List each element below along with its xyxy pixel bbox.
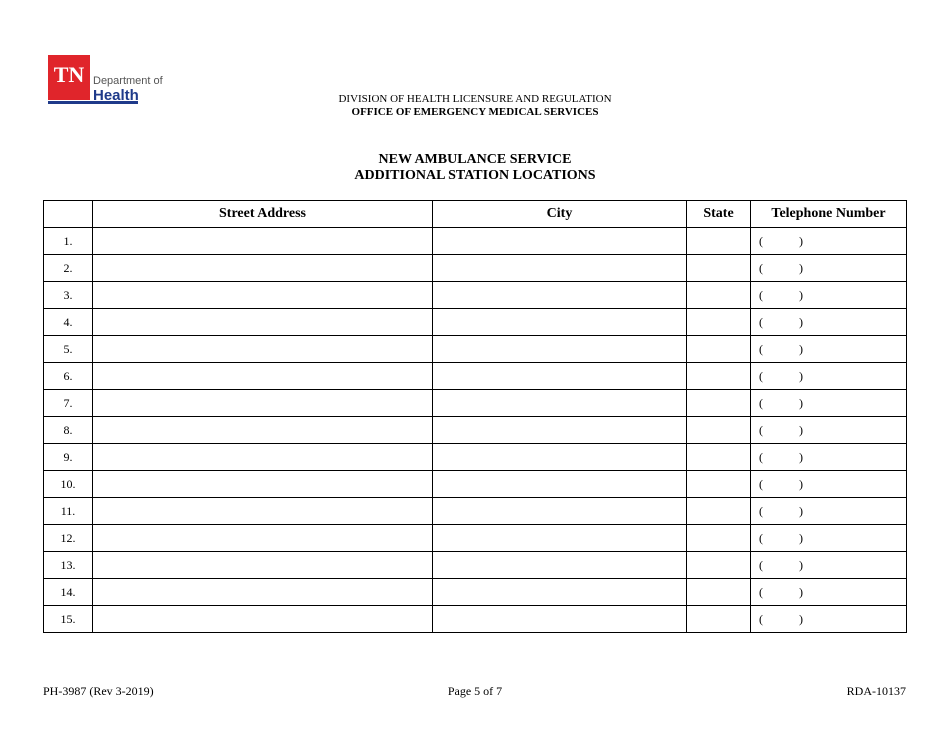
row-number: 6. [44,363,93,390]
office-name: OFFICE OF EMERGENCY MEDICAL SERVICES [351,106,599,118]
street-address-cell[interactable] [93,498,433,525]
city-cell[interactable] [433,363,687,390]
city-cell[interactable] [433,336,687,363]
area-code-close-paren: ) [799,476,803,491]
logo-department-text: Department of [93,75,163,87]
col-header-state: State [687,201,751,228]
table-row [44,228,907,255]
area-code-open-paren: ( [759,341,763,356]
telephone-cell[interactable] [751,606,907,633]
street-address-cell[interactable] [93,444,433,471]
area-code-open-paren: ( [759,368,763,383]
area-code-open-paren: ( [759,503,763,518]
table-row [44,309,907,336]
col-header-street-address: Street Address [93,201,433,228]
state-cell[interactable] [687,228,751,255]
row-number: 2. [44,255,93,282]
table-row [44,363,907,390]
table-row [44,606,907,633]
state-cell[interactable] [687,363,751,390]
row-number: 13. [44,552,93,579]
city-cell[interactable] [433,309,687,336]
city-cell[interactable] [433,525,687,552]
area-code-open-paren: ( [759,584,763,599]
state-cell[interactable] [687,255,751,282]
area-code-open-paren: ( [759,476,763,491]
table-row [44,525,907,552]
state-cell[interactable] [687,444,751,471]
col-header-number [44,201,93,228]
city-cell[interactable] [433,498,687,525]
area-code-open-paren: ( [759,557,763,572]
street-address-cell[interactable] [93,309,433,336]
telephone-cell[interactable] [751,309,907,336]
area-code-open-paren: ( [759,287,763,302]
area-code-close-paren: ) [799,260,803,275]
table-header-row [44,201,907,228]
area-code-close-paren: ) [799,503,803,518]
street-address-cell[interactable] [93,579,433,606]
telephone-cell[interactable] [751,579,907,606]
city-cell[interactable] [433,552,687,579]
area-code-close-paren: ) [799,557,803,572]
telephone-cell[interactable] [751,282,907,309]
street-address-cell[interactable] [93,363,433,390]
row-number: 7. [44,390,93,417]
row-number: 4. [44,309,93,336]
telephone-cell[interactable] [751,228,907,255]
col-header-telephone: Telephone Number [751,201,907,228]
table-row [44,390,907,417]
telephone-cell[interactable] [751,444,907,471]
city-cell[interactable] [433,417,687,444]
table-row [44,471,907,498]
table-row [44,282,907,309]
state-cell[interactable] [687,606,751,633]
area-code-close-paren: ) [799,422,803,437]
area-code-close-paren: ) [799,314,803,329]
street-address-cell[interactable] [93,228,433,255]
form-id: PH-3987 (Rev 3-2019) [43,684,154,698]
division-name: DIVISION OF HEALTH LICENSURE AND REGULATION [338,93,612,105]
logo-health-text: Health [93,87,139,104]
area-code-open-paren: ( [759,314,763,329]
state-cell[interactable] [687,417,751,444]
area-code-close-paren: ) [799,449,803,464]
area-code-open-paren: ( [759,233,763,248]
form-title-line1: NEW AMBULANCE SERVICE [378,152,572,167]
table-row [44,417,907,444]
city-cell[interactable] [433,579,687,606]
table-row [44,444,907,471]
area-code-open-paren: ( [759,395,763,410]
row-number: 3. [44,282,93,309]
area-code-close-paren: ) [799,341,803,356]
area-code-close-paren: ) [799,233,803,248]
state-cell[interactable] [687,336,751,363]
area-code-close-paren: ) [799,368,803,383]
area-code-close-paren: ) [799,287,803,302]
street-address-cell[interactable] [93,417,433,444]
rda-number: RDA-10137 [846,684,906,698]
state-cell[interactable] [687,552,751,579]
row-number: 5. [44,336,93,363]
area-code-open-paren: ( [759,422,763,437]
tn-logo-mark: TN [48,55,90,100]
state-cell[interactable] [687,282,751,309]
row-number: 15. [44,606,93,633]
street-address-cell[interactable] [93,525,433,552]
row-number: 12. [44,525,93,552]
telephone-cell[interactable] [751,390,907,417]
telephone-cell[interactable] [751,498,907,525]
telephone-cell[interactable] [751,471,907,498]
telephone-cell[interactable] [751,255,907,282]
state-cell[interactable] [687,579,751,606]
telephone-cell[interactable] [751,363,907,390]
area-code-close-paren: ) [799,584,803,599]
area-code-open-paren: ( [759,611,763,626]
table-row [44,336,907,363]
city-cell[interactable] [433,228,687,255]
street-address-cell[interactable] [93,336,433,363]
state-cell[interactable] [687,498,751,525]
city-cell[interactable] [433,282,687,309]
street-address-cell[interactable] [93,471,433,498]
street-address-cell[interactable] [93,255,433,282]
telephone-cell[interactable] [751,417,907,444]
city-cell[interactable] [433,390,687,417]
city-cell[interactable] [433,471,687,498]
table-row [44,579,907,606]
station-locations-table [43,200,907,633]
table-row [44,552,907,579]
city-cell[interactable] [433,255,687,282]
state-cell[interactable] [687,525,751,552]
city-cell[interactable] [433,606,687,633]
row-number: 14. [44,579,93,606]
state-cell[interactable] [687,309,751,336]
state-cell[interactable] [687,390,751,417]
street-address-cell[interactable] [93,282,433,309]
area-code-open-paren: ( [759,449,763,464]
street-address-cell[interactable] [93,390,433,417]
area-code-close-paren: ) [799,611,803,626]
form-title-line2: ADDITIONAL STATION LOCATIONS [354,168,596,183]
table-row [44,498,907,525]
telephone-cell[interactable] [751,336,907,363]
state-cell[interactable] [687,471,751,498]
city-cell[interactable] [433,444,687,471]
row-number: 8. [44,417,93,444]
row-number: 9. [44,444,93,471]
row-number: 11. [44,498,93,525]
row-number: 10. [44,471,93,498]
telephone-cell[interactable] [751,552,907,579]
table-row [44,255,907,282]
area-code-open-paren: ( [759,260,763,275]
page-number: Page 5 of 7 [447,684,503,698]
area-code-close-paren: ) [799,395,803,410]
area-code-open-paren: ( [759,530,763,545]
area-code-close-paren: ) [799,530,803,545]
row-number: 1. [44,228,93,255]
street-address-cell[interactable] [93,552,433,579]
col-header-city: City [433,201,687,228]
telephone-cell[interactable] [751,525,907,552]
street-address-cell[interactable] [93,606,433,633]
